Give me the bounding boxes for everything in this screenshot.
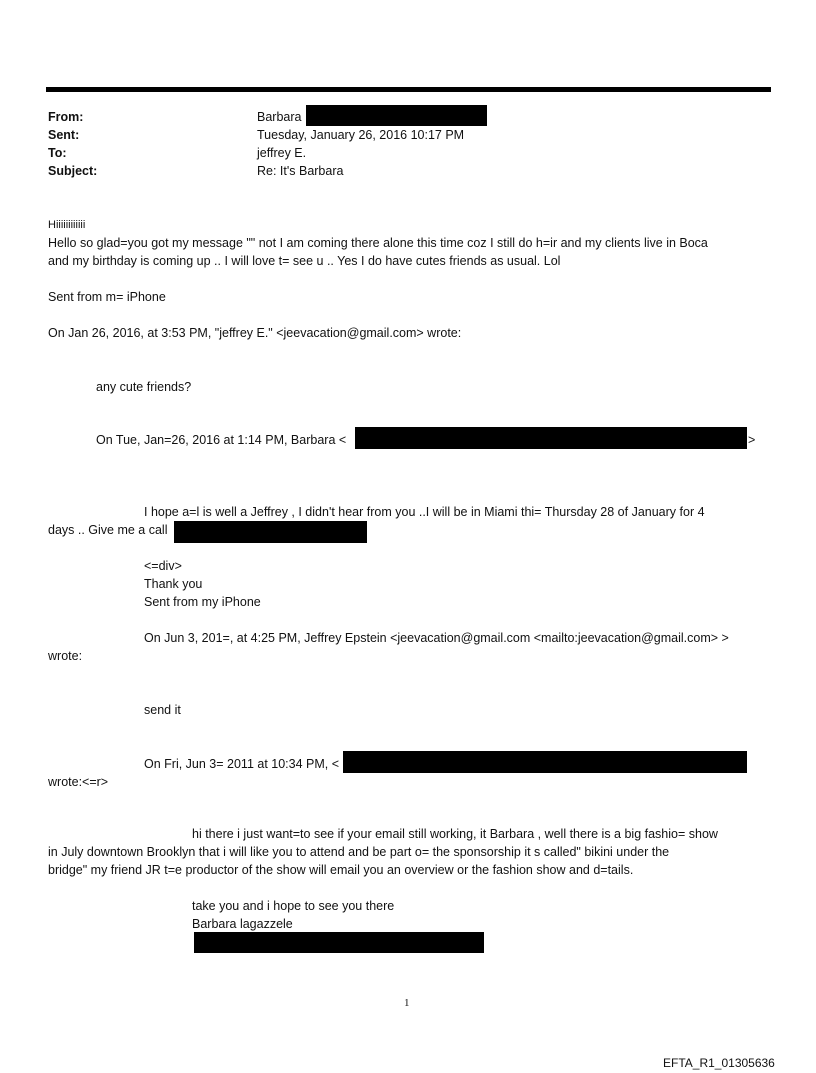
quote3-text: send it — [144, 703, 181, 717]
from-value: Barbara — [257, 110, 302, 124]
redaction-block — [343, 751, 747, 773]
quote2-header: On Tue, Jan=26, 2016 at 1:14 PM, Barbara < — [96, 433, 347, 447]
thank-you: Thank you — [144, 577, 203, 591]
quote2-line-1: I hope a=l is well a Jeffrey , I didn't hear from you ..I will be in Miami thi= Thursday 28 of January for 4 — [144, 505, 705, 519]
to-value: jeffrey E. — [257, 146, 307, 160]
closing-line-2: Barbara lagazzele — [192, 917, 293, 931]
greeting: Hiiiiiiiiiiii — [48, 219, 86, 231]
quote1-text: any cute friends? — [96, 380, 192, 394]
sent-value: Tuesday, January 26, 2016 10:17 PM — [257, 128, 465, 142]
document-id: EFTA_R1_01305636 — [663, 1056, 775, 1070]
redaction-block — [174, 521, 367, 543]
to-label: To: — [48, 146, 67, 160]
quote4-line-3: bridge" my friend JR t=e productor of the show will email you an overview or the fashion show and d=tails. — [48, 863, 634, 877]
subject-value: Re: It's Barbara — [257, 164, 344, 178]
quote4-wrote: wrote:<=r> — [48, 775, 109, 789]
quote3-wrote: wrote: — [48, 649, 83, 663]
body-line-2: and my birthday is coming up .. I will love t= see u .. Yes I do have cutes friends as usual. Lol — [48, 254, 561, 268]
body-line-1: Hello so glad=you got my message "" not I am coming there alone this time coz I still do h=ir and my clients live in Boca — [48, 236, 708, 250]
quote4-line-2: in July downtown Brooklyn that i will like you to attend and be part o= the sponsorship it s called" bikini under the — [48, 845, 670, 859]
redaction-block — [306, 105, 487, 126]
sent-from-iphone: Sent from my iPhone — [144, 595, 261, 609]
quote3-header: On Jun 3, 201=, at 4:25 PM, Jeffrey Epstein <jeevacation@gmail.com <mailto:jeevacation@gmail.com> > — [144, 631, 729, 645]
page-number: 1 — [404, 997, 410, 1009]
quote4-line-1: hi there i just want=to see if your email still working, it Barbara , well there is a big fashio= show — [192, 827, 718, 841]
subject-label: Subject: — [48, 164, 98, 178]
closing-line-1: take you and i hope to see you there — [192, 899, 395, 913]
sent-label: Sent: — [48, 128, 80, 142]
from-label: From: — [48, 110, 84, 124]
sent-from: Sent from m= iPhone — [48, 290, 166, 304]
redaction-block — [355, 427, 747, 449]
quote1-header: On Jan 26, 2016, at 3:53 PM, "jeffrey E." <jeevacation@gmail.com> wrote: — [48, 326, 462, 340]
div-tag: <=div> — [144, 559, 182, 573]
quote2-line-2: days .. Give me a call — [48, 523, 168, 537]
redaction-block — [194, 932, 484, 953]
quote4-header: On Fri, Jun 3= 2011 at 10:34 PM, < — [144, 757, 340, 771]
header-rule — [46, 87, 771, 92]
quote2-header-end: > — [748, 433, 756, 447]
